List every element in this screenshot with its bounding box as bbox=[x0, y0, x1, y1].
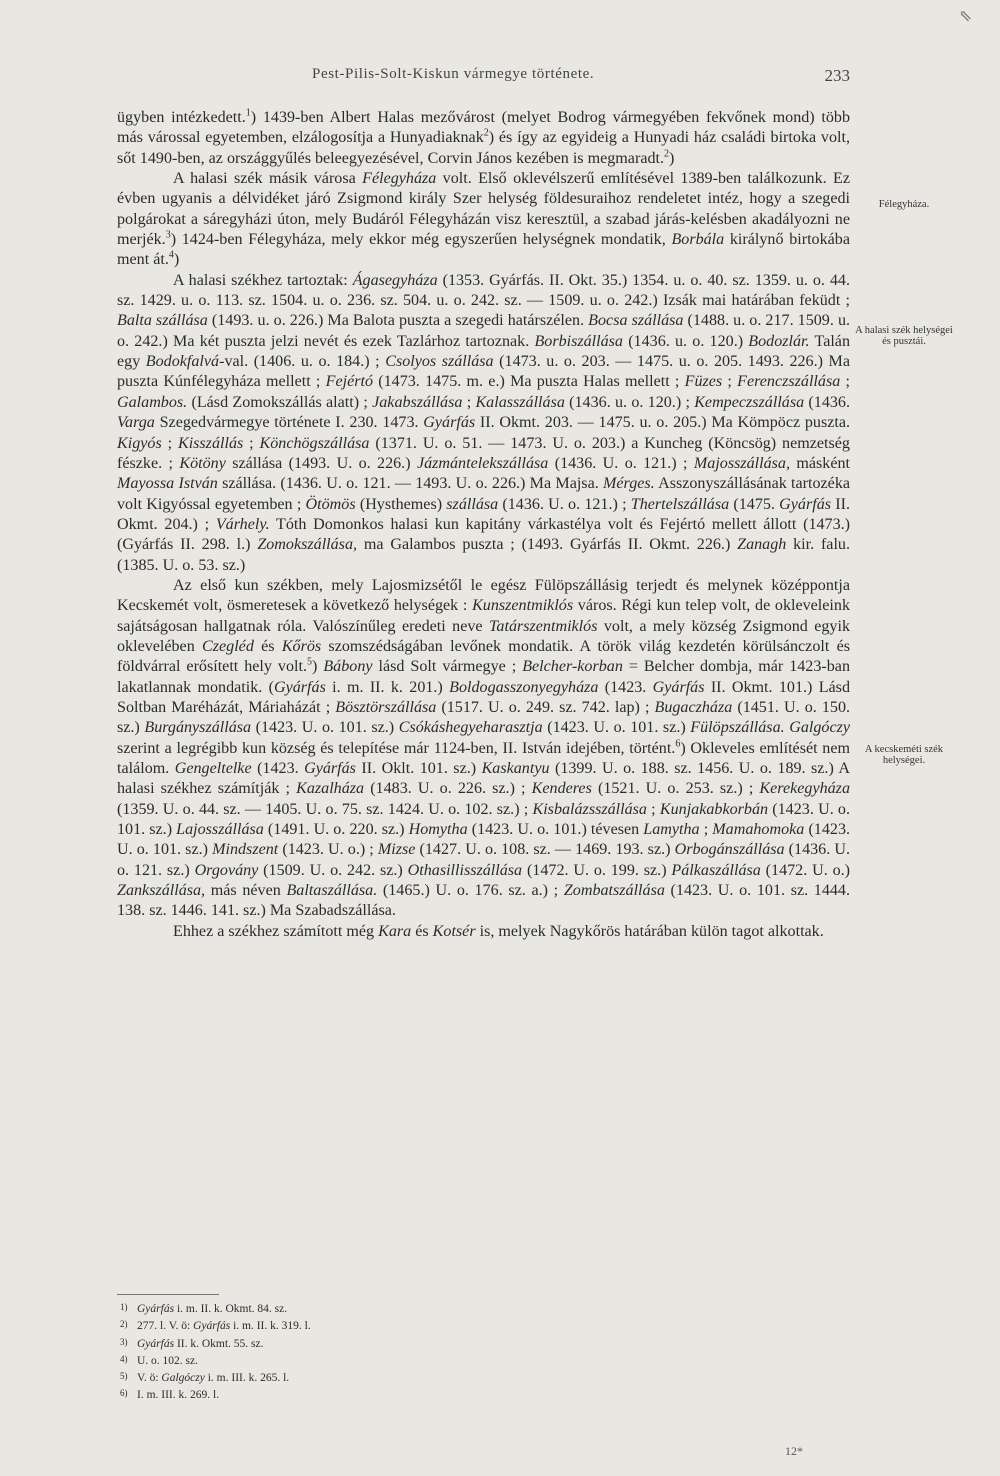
footnote: 2) 277. l. V. ö: Gyárfás i. m. II. k. 319. l. bbox=[120, 1319, 311, 1333]
margin-note-felegyhaza: Félegyháza. bbox=[878, 199, 930, 210]
running-title: Pest-Pilis-Solt-Kiskun vármegye története. bbox=[312, 66, 595, 82]
footnote-rule bbox=[117, 1294, 219, 1295]
footnote: 3) Gyárfás II. k. Okmt. 55. sz. bbox=[120, 1336, 264, 1350]
paragraph: ügyben intézkedett.$^1$) 1439-ben Albert Halas mezővárost (melyet Bodrog vármegyében fekvőnek mond) több más várossal egyetemben, elzálogosítja a Hunyadiaknak$^2$) és így az egyideig a Hunyadi ház családi birtoka volt, sőt 1490-ben, az országgyűlés beleegyezésével, Corvin János kezében is megmaradt.$^2$) bbox=[117, 107, 850, 167]
corner-arrow-icon: ⇖ bbox=[958, 8, 972, 25]
paragraph: Az első kun székben, mely Lajosmizsétől le egész Fülöpszállásig terjedt és melynek középpontja Kecskemét volt, ösmeretesek a következő helységek : Kunszentmiklós város. Régi kun telep volt, de okleveleink sajátságosan hallgatnak róla. Valószínűleg eredeti neve Tatárszentmiklós volt, a mely község Zsigmond egyik oklevelében Czegléd és Kőrös szomszédságában levőnek mondatik. A török világ kezdetén körülsánczolt és földvárral erősített hely volt.$^5$) Bábony lásd Solt vármegye ; Belcher-korban = Belcher dombja, már 1423-ban lakatlannak mondatik. (Gyárfás i. m. II. k. 201.) Boldogasszonyegyháza (1423. Gyárfás II. Okmt. 101.) Lásd Soltban Maréházát, Máriaházát ; Bösztörszállása (1517. U. o. 249. sz. 742. lap) ; Bugaczháza (1451. U. o. 150. sz.) Burgányszállása (1423. U. o. 101. sz.) Csókáshegyeharasztja (1423. U. o. 101. sz.) Fülöpszállása. Galgóczy szerint a legrégibb kun község és telepítése már 1124-ben, II. István idejében, történt.$^6$) Okleveles említését nem találom. Gengeltelke (1423. Gyárfás II. Oklt. 101. sz.) Kaskantyu (1399. U. o. 188. sz. 1456. U. o. 189. sz.) A halasi székhez számítják ; Kazalháza (1483. U. o. 226. sz.) ; Kenderes (1521. U. o. 253. sz.) ; Kerekegyháza (1359. U. o. 44. sz. — 1405. U. o. 75. sz. 1424. U. o. 102. sz.) ; Kisbalázsszállása ; Kunjakabkorbán (1423. U. o. 101. sz.) Lajosszállása (1491. U. o. 220. sz.) Homytha (1423. U. o. 101.) tévesen Lamytha ; Mamahomoka (1423. U. o. 101. sz.) Mindszent (1423. U. o.) ; Mizse (1427. U. o. 108. sz. — 1469. 193. sz.) Orbogánszállása (1436. U. o. 121. sz.) Orgovány (1509. U. o. 242. sz.) Othasillisszállása (1472. U. o. 199. sz.) Pálkaszállása (1472. U. o.) Zankszállása, más néven Baltaszállása. (1465.) U. o. 176. sz. a.) ; Zombatszállása (1423. U. o. 101. sz. 1444. 138. sz. 1446. 141. sz.) Ma Szabadszállása. bbox=[117, 576, 851, 920]
main-text bbox=[117, 108, 850, 942]
page-number: 233 bbox=[824, 66, 850, 85]
footnotes bbox=[120, 1300, 520, 1404]
paragraph: A halasi szék másik városa Félegyháza volt. Első oklevélszerű említésével 1389-ben találkozunk. Ez évben ugyanis a délvidéket járó Zsigmond király Szer helység földesuraihoz rendeletet intéz, hogy a szegedi polgárokat a sáregyházi úton, mely Budáról Félegyházán visz keresztül, a szabad járás-kelésben akadályozni ne merjék.$^3$) 1424-ben Félegyháza, mely ekkor még egyszerűen helységnek mondatik, Borbála királynő birtokába ment át.$^4$) bbox=[117, 170, 850, 269]
sheet-signature: 12* bbox=[785, 1444, 803, 1458]
margin-note-kecskemeti: A kecskeméti szék helységei. bbox=[864, 744, 944, 766]
paragraph: Ehhez a székhez számított még Kara és Kotsér is, melyek Nagykőrös határában külön tagot alkottak. bbox=[173, 922, 824, 940]
footnote: 4) U. o. 102. sz. bbox=[120, 1353, 199, 1367]
paragraph: A halasi székhez tartoztak: Ágasegyháza (1353. Gyárfás. II. Okt. 35.) 1354. u. o. 40. sz. 1359. u. o. 44. sz. 1429. u. o. 113. sz. 1504. u. o. 236. sz. 504. u. o. 242. sz. — 1509. u. o. 242.) Izsák mai határában feküdt ; Balta szállása (1493. u. o. 226.) Ma Balota puszta a szegedi határszélen. Bocsa szállása (1488. u. o. 217. 1509. u. o. 242.) Ma két puszta jelzi nevét és ezek Tazlárhoz tartoznak. Borbiszállása (1436. u. o. 120.) Bodozlár. Talán egy Bodokfalvá-val. (1406. u. o. 184.) ; Csolyos szállása (1473. u. o. 203. — 1475. u. o. 205. 1493. 226.) Ma puszta Kúnfélegyháza mellett ; Fejértó (1473. 1475. m. e.) Ma puszta Halas mellett ; Füzes ; Ferenczszállása ; Galambos. (Lásd Zomokszállás alatt) ; Jakabszállása ; Kalasszállása (1436. u. o. 120.) ; Kempeczszállása (1436. Varga Szegedvármegye története I. 230. 1473. Gyárfás II. Okmt. 203. — 1475. u. o. 205.) Ma Kömpöcz puszta. Kigyós ; Kisszállás ; Könchögszállása (1371. U. o. 51. — 1473. U. o. 203.) a Kuncheg (Köncsög) nemzetség fészke. ; Kötöny szállása (1493. U. o. 226.) Jázmántelekszállása (1436. U. o. 121.) ; Majosszállása, másként Mayossa István szállása. (1436. U. o. 121. — 1493. U. o. 226.) Ma Majsa. Mérges. Asszonyszállásának tartozéka volt Kigyóssal egyetemben ; Ötömös (Hysthemes) szállása (1436. U. o. 121.) ; Thertelszállása (1475. Gyárfás II. Okmt. 204.) ; Várhely. Tóth Domonkos halasi kun kapitány várkastélya volt és Fejértó mellett állott (1473.) (Gyárfás II. 298. l.) Zomokszállása, ma Galambos puszta ; (1493. Gyárfás II. Okmt. 226.) Zanagh kir. falu. (1385. U. o. 53. sz.) bbox=[117, 271, 851, 574]
footnote: 1) Gyárfás i. m. II. k. Okmt. 84. sz. bbox=[120, 1302, 288, 1315]
footnote: 5) V. ö: Galgóczy i. m. III. k. 265. l. bbox=[120, 1371, 290, 1385]
footnote: 6) I. m. III. k. 269. l. bbox=[120, 1388, 220, 1402]
margin-note-halasi: A halasi szék helységei és pusztái. bbox=[855, 325, 953, 347]
